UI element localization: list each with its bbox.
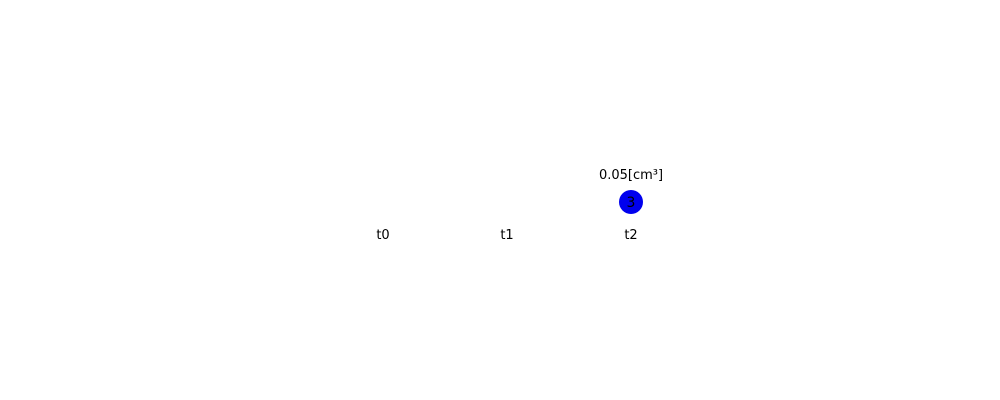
time-step-label-t2: t2	[624, 228, 638, 243]
time-step-label-t0: t0	[376, 228, 390, 243]
node-layer	[599, 168, 663, 214]
time-step-labels	[376, 228, 637, 243]
time-step-label-t1: t1	[500, 228, 514, 243]
node-value-label: 0.05[cm³]	[598, 168, 664, 183]
node-id-label: 3	[626, 195, 636, 211]
node-3[interactable]	[599, 168, 663, 214]
